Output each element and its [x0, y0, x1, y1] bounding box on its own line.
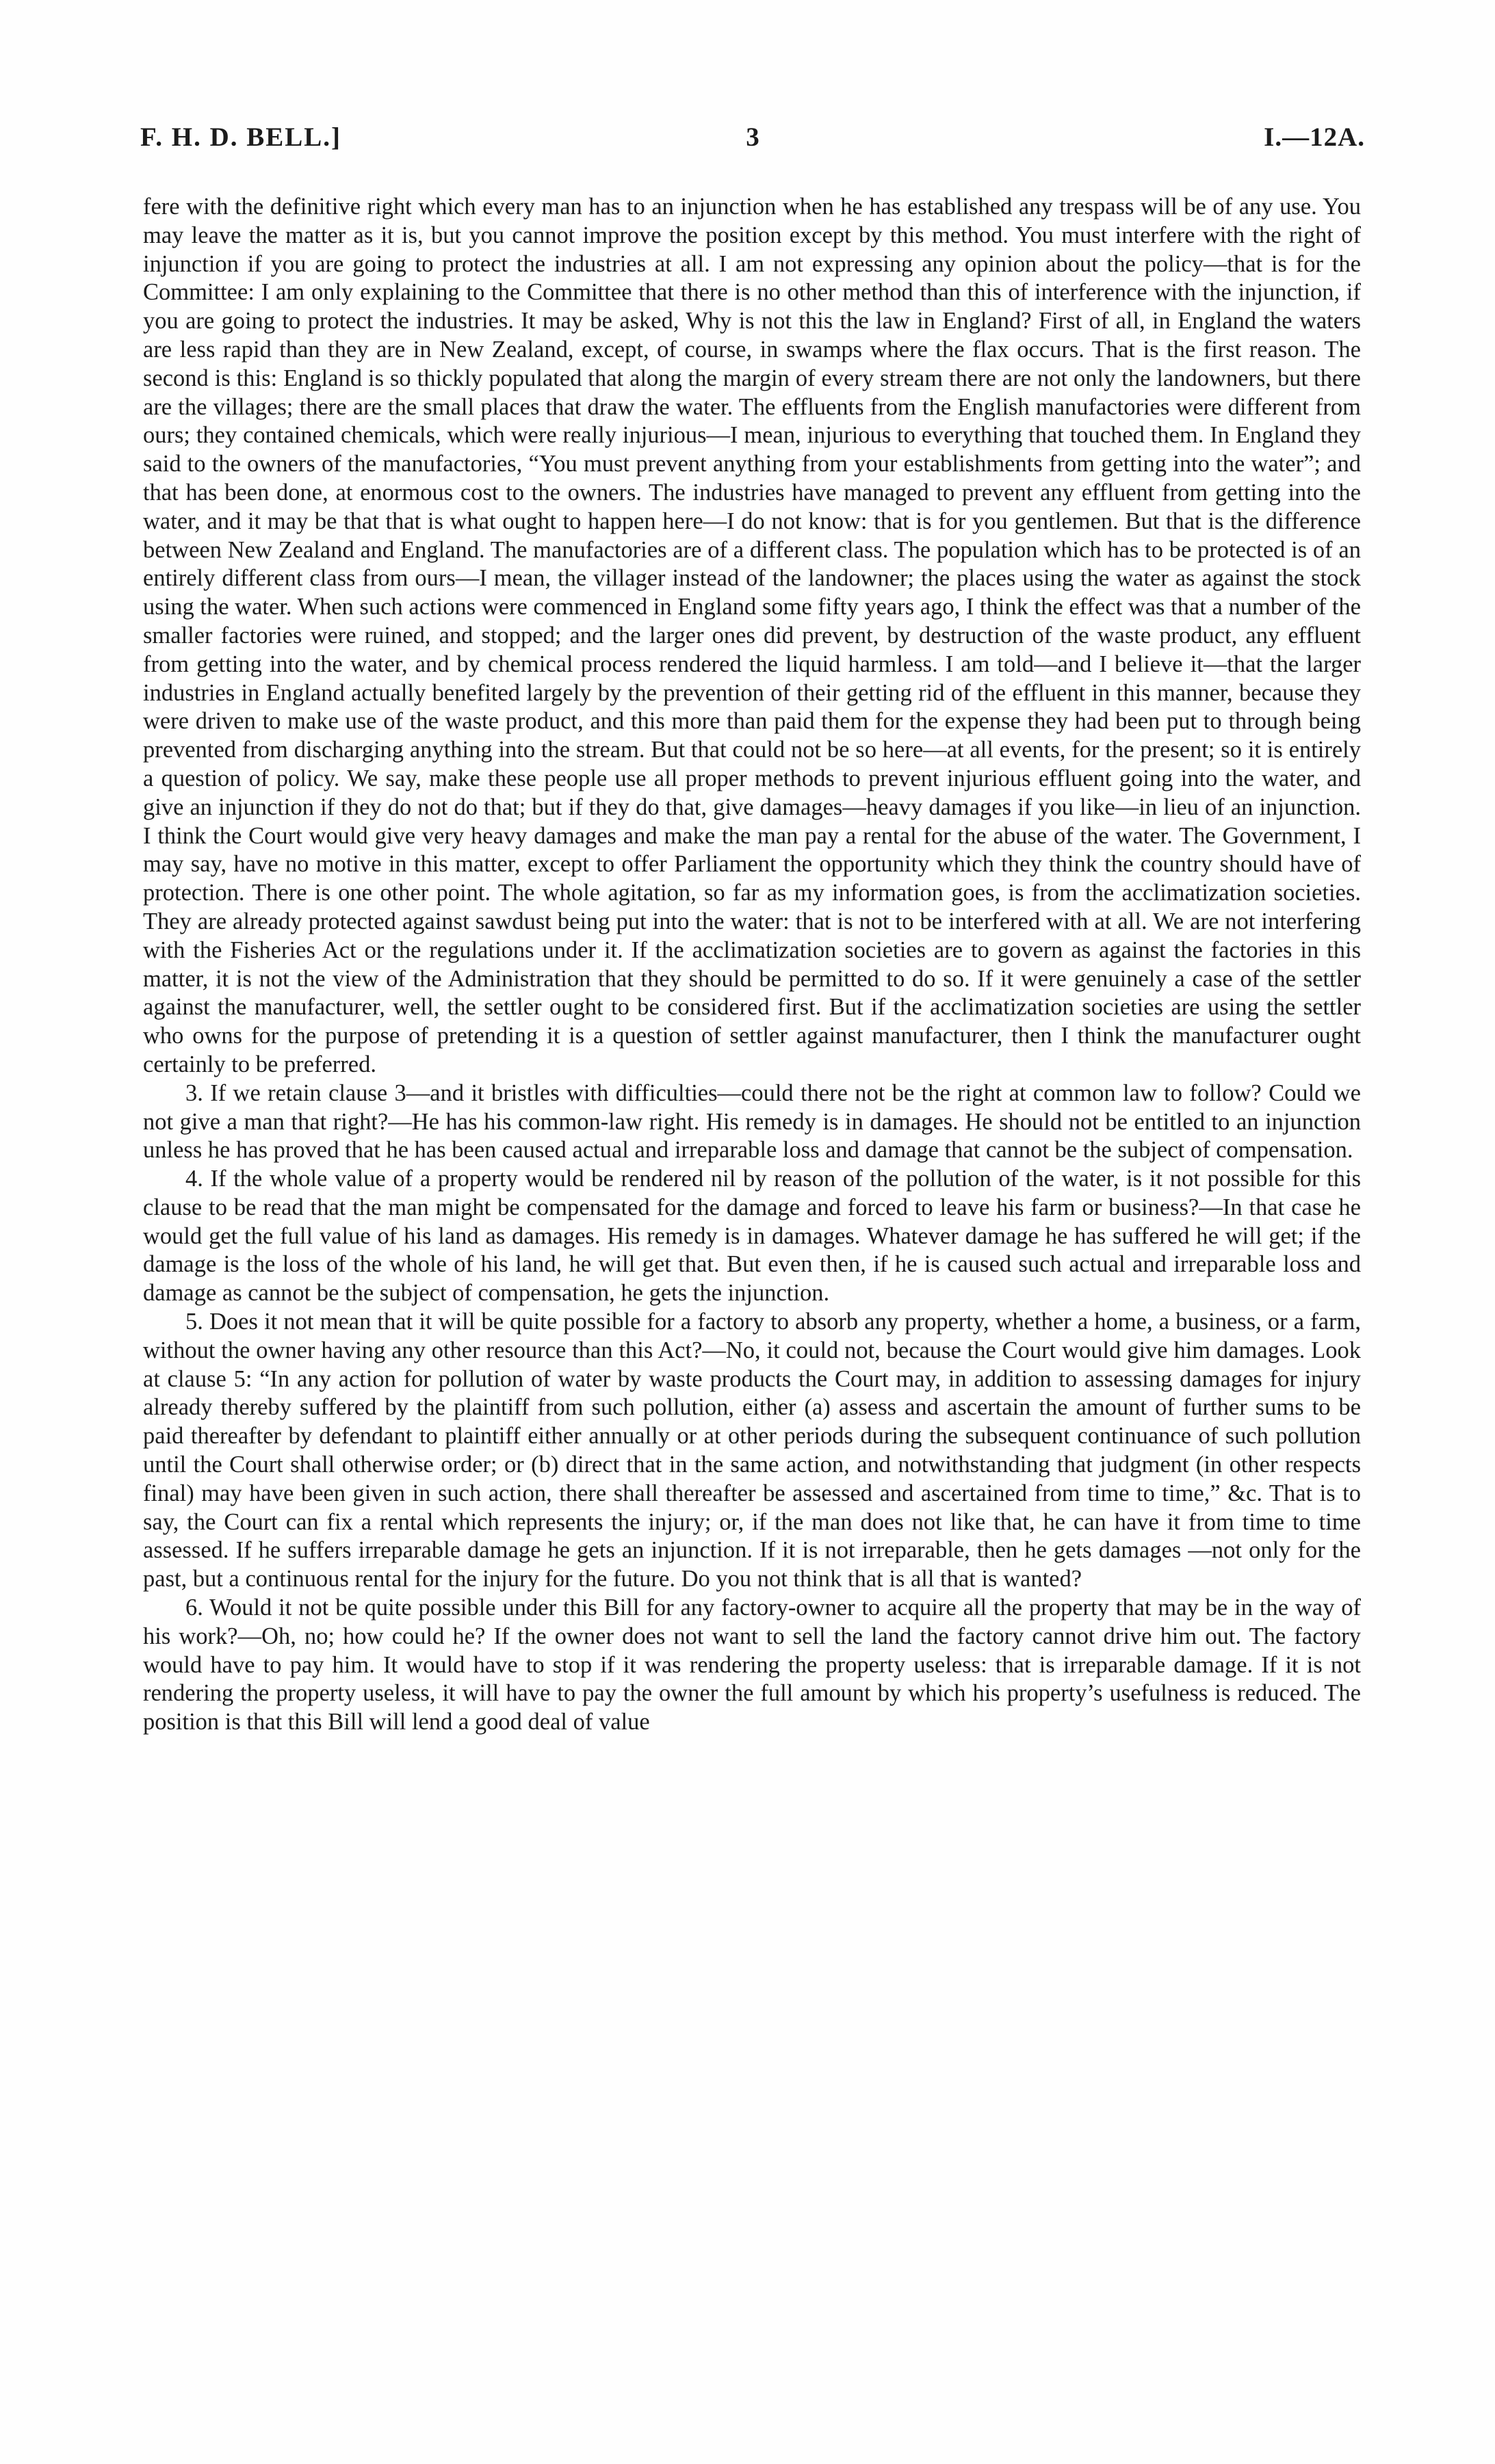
paper-reference: I.—12A.	[1264, 122, 1365, 152]
paragraph-question-6: 6. Would it not be quite possible under this Bill for any factory-owner to acquire all the property that may be in the way of his work?—Oh, no; how could he? If the owner does not want to sell the land the factory cannot drive him out. The factory would have to pay him. It would have to stop if it was rendering the property useless: that is irreparable damage. If it is not rendering the property useless, it will have to pay the owner the full amount by which his property’s usefulness is reduced. The position is that this Bill will lend a good deal of value	[143, 1595, 1361, 1735]
paragraph-question-5: 5. Does it not mean that it will be quite possible for a factory to absorb any property, whether a home, a business, or a farm, without the owner having any other resource than this Act?—No, it could not, because the Court would give him damages. Look at clause 5: “In any action for pollution of water by waste products the Court may, in addition to assessing damages for injury already thereby suffered by the plaintiff from such pollution, either (a) assess and ascertain the amount of further sums to be paid thereafter by defendant to plaintiff either annually or at other periods during the subsequent continuance of such pollution until the Court shall otherwise order; or (b) direct that in the same action, and notwithstanding that judgment (in other respects final) may have been given in such action, there shall thereafter be assessed and ascertained from time to time,” &c. That is to say, the Court can fix a rental which represents the injury; or, if the man does not like that, he can have it from time to time assessed. If he suffers irreparable damage he gets an injunction. If it is not irreparable, then he gets damages —not only for the past, but a continuous rental for the injury for the future. Do you not think that is all that is wanted?	[143, 1309, 1361, 1593]
running-header	[140, 122, 1365, 163]
header-witness-name: F. H. D. BELL.]	[140, 122, 342, 152]
paragraph-continuation: fere with the definitive right which every man has to an injunction when he has established any trespass will be of any use. You may leave the matter as it is, but you cannot improve the position except by this method. You must interfere with the right of injunction if you are going to protect the industries at all. I am not expressing any opinion about the policy—that is for the Committee: I am only explaining to the Committee that there is no other method than this of interference with the injunction, if you are going to protect the industries. It may be asked, Why is not this the law in England? First of all, in England the waters are less rapid than they are in New Zealand, except, of course, in swamps where the flax occurs. That is the first reason. The second is this: England is so thickly populated that along the margin of every stream there are not only the landowners, but there are the villages; there are the small places that draw the water. The effluents from the English manufactories were different from ours; they contained chemicals, which were really injurious—I mean, injurious to everything that touched them. In England they said to the owners of the manufactories, “You must prevent anything from your establishments from getting into the water”; and that has been done, at enormous cost to the owners. The industries have managed to prevent any effluent from getting into the water, and it may be that that is what ought to happen here—I do not know: that is for you gentlemen. But that is the difference between New Zealand and England. The manufactories are of a different class. The population which has to be protected is of an entirely different class from ours—I mean, the villager instead of the landowner; the places using the water as against the stock using the water. When such actions were commenced in England some fifty years ago, I think the effect was that a number of the smaller factories were ruined, and stopped; and the larger ones did prevent, by destruction of the waste product, any effluent from getting into the water, and by chemical process rendered the liquid harmless. I am told—and I believe it—that the larger industries in England actually benefited largely by the prevention of their getting rid of the effluent in this manner, because they were driven to make use of the waste product, and this more than paid them for the expense they had been put to through being prevented from discharging anything into the stream. But that could not be so here—at all events, for the present; so it is entirely a question of policy. We say, make these people use all proper methods to prevent injurious effluent going into the water, and give an injunction if they do not do that; but if they do that, give damages—heavy damages if you like—in lieu of an injunction. I think the Court would give very heavy damages and make the man pay a rental for the abuse of the water. The Government, I may say, have no motive in this matter, except to offer Parliament the opportunity which they think the country should have of protection. There is one other point. The whole agitation, so far as my information goes, is from the acclimatization societies. They are already protected against sawdust being put into the water: that is not to be interfered with at all. We are not interfering with the Fisheries Act or the regulations under it. If the acclimatization societies are to govern as against the factories in this matter, it is not the view of the Administration that they should be permitted to do so. If it were genuinely a case of the settler against the manufacturer, well, the settler ought to be considered first. But if the acclimatization societies are using the settler who owns for the purpose of pretending it is a question of settler against manufacturer, then I think the manufacturer ought certainly to be preferred.	[143, 194, 1361, 1077]
body-text	[143, 193, 1361, 1737]
page-number: 3	[746, 122, 759, 152]
paragraph-question-4: 4. If the whole value of a property would be rendered nil by reason of the pollution of the water, is it not possible for this clause to be read that the man might be compensated for the damage and forced to leave his farm or business?—In that case he would get the full value of his land as damages. His remedy is in damages. Whatever damage he has suffered he will get; if the damage is the loss of the whole of his land, he will get that. But even then, if he is caused such actual and irreparable loss and damage as cannot be the subject of compensation, he gets the injunction.	[143, 1166, 1361, 1307]
paragraph-question-3: 3. If we retain clause 3—and it bristles with difficulties—could there not be the right at common law to follow? Could we not give a man that right?—He has his common-law right. His remedy is in damages. He should not be entitled to an injunction unless he has proved that he has been caused actual and irreparable loss and damage that cannot be the subject of compensation.	[143, 1079, 1361, 1164]
